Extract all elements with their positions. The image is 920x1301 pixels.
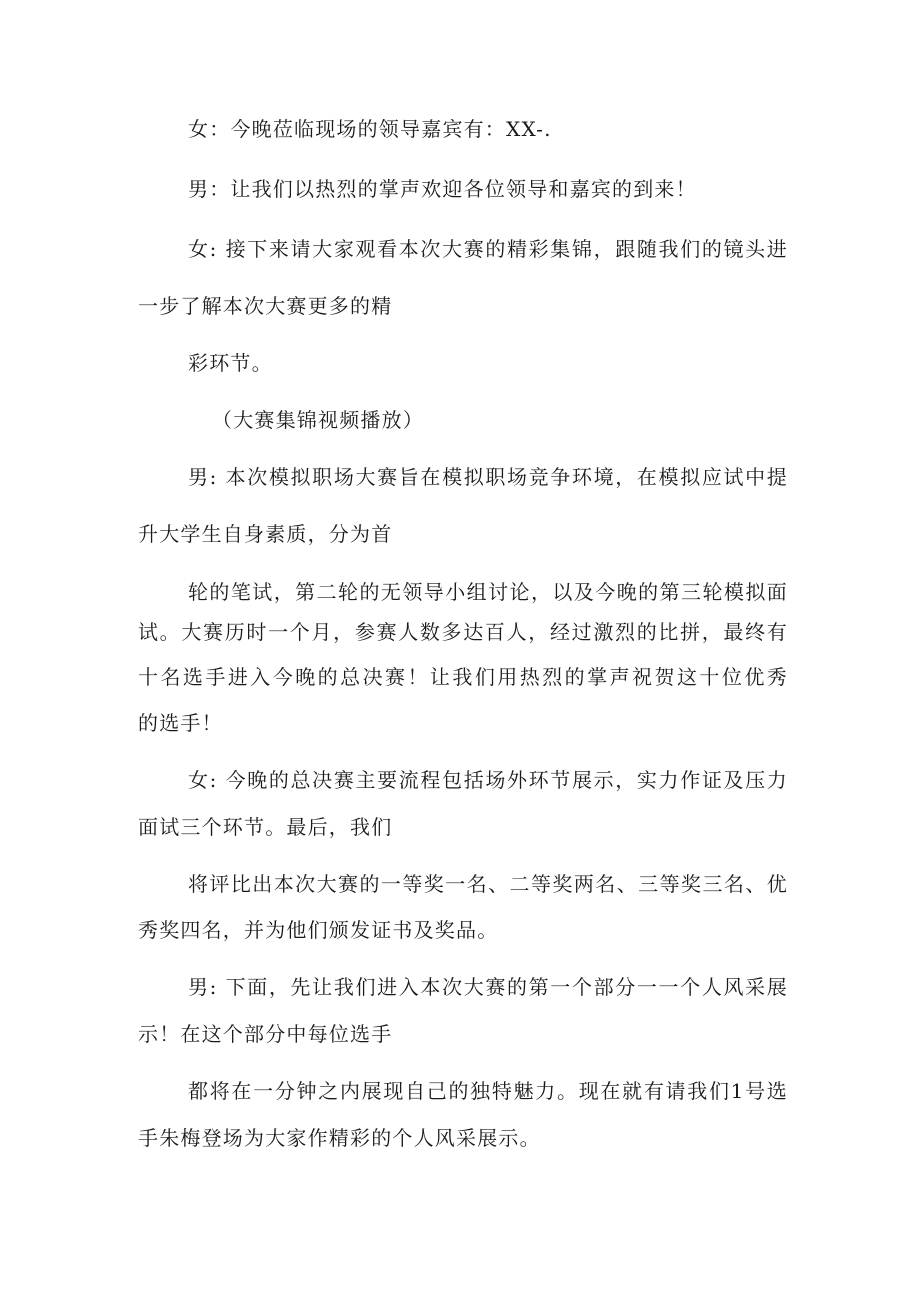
text-line: 升大学生自身素质，分为首 [138,522,393,546]
text-line: （大赛集锦视频播放） [212,408,424,432]
text-line: 彩环节。 [188,351,273,375]
text-line: 面试三个环节。最后，我们 [138,815,393,839]
text-line: 男: 下面，先让我们进入本次大赛的第一个部分一一个人风采展 [188,975,788,999]
text-line: 十名选手进入今晚的总决赛！让我们用热烈的掌声祝贺这十位优秀 [138,665,788,689]
text-line: 的选手！ [138,711,223,735]
text-line: 女: 今晚的总决赛主要流程包括场外环节展示，实力作证及压力 [188,768,788,792]
text-line: 试。大赛历时一个月，参赛人数多达百人，经过激烈的比拼，最终有 [138,620,788,644]
text-line: 男：让我们以热烈的掌声欢迎各位领导和嘉宾的到来！ [188,177,697,201]
text-line: 轮的笔试，第二轮的无领导小组讨论，以及今晚的第三轮模拟面 [188,580,788,604]
text-line: 示！在这个部分中每位选手 [138,1022,393,1046]
text-line: 都将在一分钟之内展现自己的独特魅力。现在就有请我们1号选 [188,1079,788,1103]
text-line: 将评比出本次大赛的一等奖一名、二等奖两名、三等奖三名、优 [188,872,788,896]
text-line: 男: 本次模拟职场大赛旨在模拟职场竞争环境，在模拟应试中提 [188,465,788,489]
text-line: 女：今晚莅临现场的领导嘉宾有：XX-. [188,117,552,141]
text-line: 女: 接下来请大家观看本次大赛的精彩集锦，跟随我们的镜头进 [188,237,788,261]
text-line: 秀奖四名，并为他们颁发证书及奖品。 [138,918,499,942]
text-line: 一步了解本次大赛更多的精 [138,294,393,318]
text-line: 手朱梅登场为大家作精彩的个人风采展示。 [138,1126,541,1150]
